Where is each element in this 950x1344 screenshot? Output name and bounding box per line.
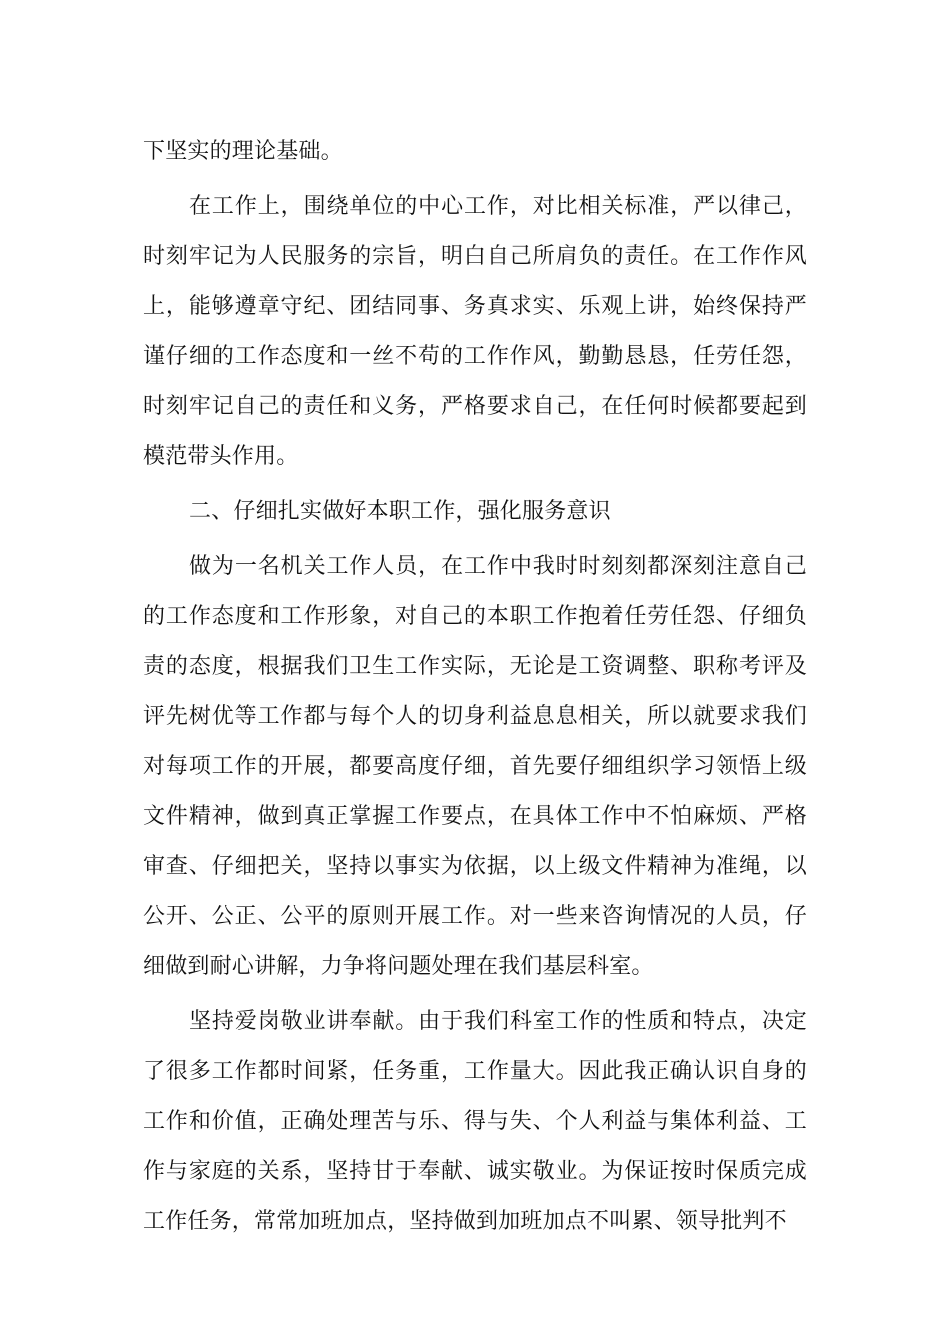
paragraph-dedication: 坚持爱岗敬业讲奉献。由于我们科室工作的性质和特点，决定了很多工作都时间紧，任务重，工作量大。因此我正确认识自身的工作和价值，正确处理苦与乐、得与失、个人利益与集体利益、工作与家庭的关系，坚持甘于奉献、诚实敬业。为保证按时保质完成工作任务，常常加班加点，坚持做到加班加点不叫累、领导批判不 [143,1009,807,1234]
paragraph-job-duties: 做为一名机关工作人员，在工作中我时时刻刻都深刻注意自己的工作态度和工作形象，对自己的本职工作抱着任劳任怨、仔细负责的态度，根据我们卫生工作实际，无论是工资调整、职称考评及评先树优等工作都与每个人的切身利益息息相关，所以就要求我们对每项工作的开展，都要高度仔细，首先要仔细组织学习领悟上级文件精神，做到真正掌握工作要点，在具体工作中不怕麻烦、严格审查、仔细把关，坚持以事实为依据，以上级文件精神为准绳，以公开、公正、公平的原则开展工作。对一些来咨询情况的人员，仔细做到耐心讲解，力争将问题处理在我们基层科室。 [143,554,807,979]
paragraph-continuation: 下坚实的理论基础。 [143,139,343,164]
document-body [143,127,807,1252]
paragraph-work-attitude: 在工作上，围绕单位的中心工作，对比相关标准，严以律己，时刻牢记为人民服务的宗旨，明白自己所肩负的责任。在工作作风上，能够遵章守纪、团结同事、务真求实、乐观上讲，始终保持严谨仔细的工作态度和一丝不苟的工作作风，勤勤恳恳，任劳任怨，时刻牢记自己的责任和义务，严格要求自己，在任何时候都要起到模范带头作用。 [143,194,807,469]
section-heading: 二、仔细扎实做好本职工作，强化服务意识 [189,499,611,524]
